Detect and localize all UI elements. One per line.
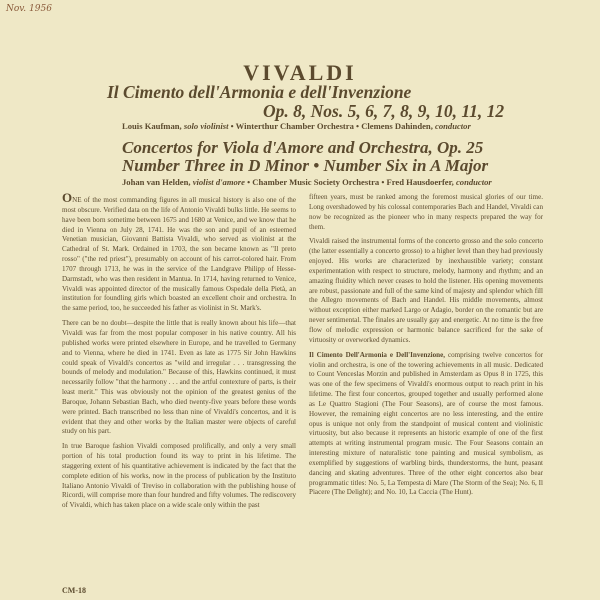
soloist-role: violist d'amore: [192, 177, 245, 187]
drop-cap: O: [62, 190, 73, 205]
performer-credits-1: [122, 121, 471, 131]
conductor-role: conductor: [435, 121, 471, 131]
composer-name: VIVALDI: [243, 60, 357, 85]
work-opus-1: Op. 8, Nos. 5, 6, 7, 8, 9, 10, 11, 12: [263, 101, 505, 121]
ensemble-credits: • Chamber Music Society Orchestra • Fred Hausdoerfer,: [247, 177, 454, 187]
work-title-1: Il Cimento dell'Armonia e dell'Invenzione: [107, 82, 412, 102]
ensemble-credits: • Winterthur Chamber Orchestra • Clemens Dahinden,: [230, 121, 433, 131]
notes-paragraph: In true Baroque fashion Vivaldi composed prolifically, and only a very small portion of his total production found its way to print in his lifetime. The staggering extent of his quantitative achievement is indicated by the fact that the complete edition of his works, now in the process of publication by the Instituto Italiano Antonio Vivaldi of Treviso in collaboration with the publishing house of Ricordi, will comprise more than four hundred and fifty volumes. The rediscovery of Vivaldi, which has taken place on a wide scale only within the past: [62, 442, 296, 510]
conductor-role: conductor: [455, 177, 492, 187]
work-title-2-numbers: Number Three in D Minor • Number Six in A Major: [122, 156, 489, 175]
notes-column-left: [62, 190, 296, 516]
catalog-number: CM-18: [62, 586, 86, 595]
performer-credits-2: [122, 177, 492, 187]
handwritten-date-annotation: Nov. 1956: [6, 4, 52, 14]
work-title-inline: Il Cimento Dell'Armonia e Dell'Invenzione,: [309, 350, 446, 359]
soloist-role: solo violinist: [183, 121, 229, 131]
notes-paragraph: ONE of the most commanding figures in all musical history is also one of the most obscure. Verified data on the life of Antonio Vivaldi bulks little. He seems to have been born sometime between 1675 and 1680 at Venice, and we know that he died in Vienna on July 28, 1741. He was the son and pupil of an esteemed Venetian musician, Giovanni Battista Vivaldi, who served as violinist at the Cathedral of St. Mark. Ordained in 1703, the son became known as "Il preto rosso" ("the red priest"), presumably on account of his carrot-colored hair. From 1707 through 1713, he was in the service of the Landgrave Philipp of Hesse-Darmstadt, who was then resident in Mantua. In 1714, having returned to Venice, Vivaldi was appointed director of the musically famous Ospedale della Pietà, an institution for foundling girls which boasted an excellent choir and orchestra. In the same period, too, he succeeded his father as violinist in St. Mark's.: [62, 190, 296, 313]
work-title-2: Concertos for Viola d'Amore and Orchestra, Op. 25: [122, 138, 484, 157]
notes-column-right: [309, 193, 543, 503]
notes-paragraph: Vivaldi raised the instrumental forms of the concerto grosso and the solo concerto (the latter essentially a concerto grosso) to a higher level than they had previously enjoyed. His works are characterized by inexhaustible variety; constant experimentation with respect to structure, melody, harmony and rhythm; and an amazing fluidity which never ceases to hold the listener. His opening movements are robust, passionate and full of the same kind of majesty and splendor which fill the Allegro movements of Bach and Handel. His middle movements, almost without exception either marked Largo or Adagio, border on the romantic but are never sentimental. The finales are usually gay and energetic. At no time is the free flow of melodic expression or harmonic balance sacrificed for the sake of virtuosity or overworked dynamics.: [309, 237, 543, 344]
soloist-name: Johan van Helden,: [122, 177, 191, 187]
notes-paragraph: There can be no doubt—despite the little that is really known about his life—that Vivaldi was far from the most popular composer in his native country. All his published works were printed elsewhere in Europe, and he travelled to Germany and to Vienna, where he died in 1741. Even as late as 1775 Sir John Hawkins could speak of Vivaldi's concertos as "wild and irregular . . . transgressing the bounds of melody and modulation." Because of this, Hawkins continued, it must necessarily follow "that the harmony . . . and the artful contexture of parts, is their least merit." This was obviously not the opinion of the greatest genius of the Baroque, Johann Sebastian Bach, who died twenty-five years before these words were printed. Bach transcribed no less than nine of Vivaldi's concertos, and it is evident that they and other works by the Italian master were objects of careful study on his part.: [62, 319, 296, 436]
notes-paragraph: Il Cimento Dell'Armonia e Dell'Invenzione, comprising twelve concertos for violin and orchestra, is one of the towering achievements in all music. Dedicated to Count Venceslas Morzin and published in Amsterdam as Opus 8 in 1725, this was one of the few specimens of Vivaldi's enormous output to reach print in his lifetime. The first four concertos, grouped together and usually performed alone as Le Quattro Stagioni (The Four Seasons), are of course the most famous. However, the remaining eight concertos are no less interesting, and the entire opus is unique not only from the standpoint of musical content and violinistic virtuosity, but also because it represents an historic example of one of the first attempts at writing instrumental program music. The Four Seasons contain an interesting mixture of naturalistic tone painting and musical symbolism, as exemplified by suggestions of warbling birds, thunderstorms, the hunt, peasant dancing and skating adventures. Three of the other eight concertos also bear programmatic titles: No. 5, La Tempesta di Mare (The Storm of the Sea); No. 6, Il Piacere (The Delight); and No. 10, La Caccia (The Hunt).: [309, 350, 543, 497]
soloist-name: Louis Kaufman,: [122, 121, 182, 131]
notes-paragraph: fifteen years, must be ranked among the foremost musical glories of our time. Long overshadowed by his colossal contemporaries Bach and Handel, Vivaldi can now be recognized as the pioneer who in many respects prepared the way for them.: [309, 193, 543, 231]
